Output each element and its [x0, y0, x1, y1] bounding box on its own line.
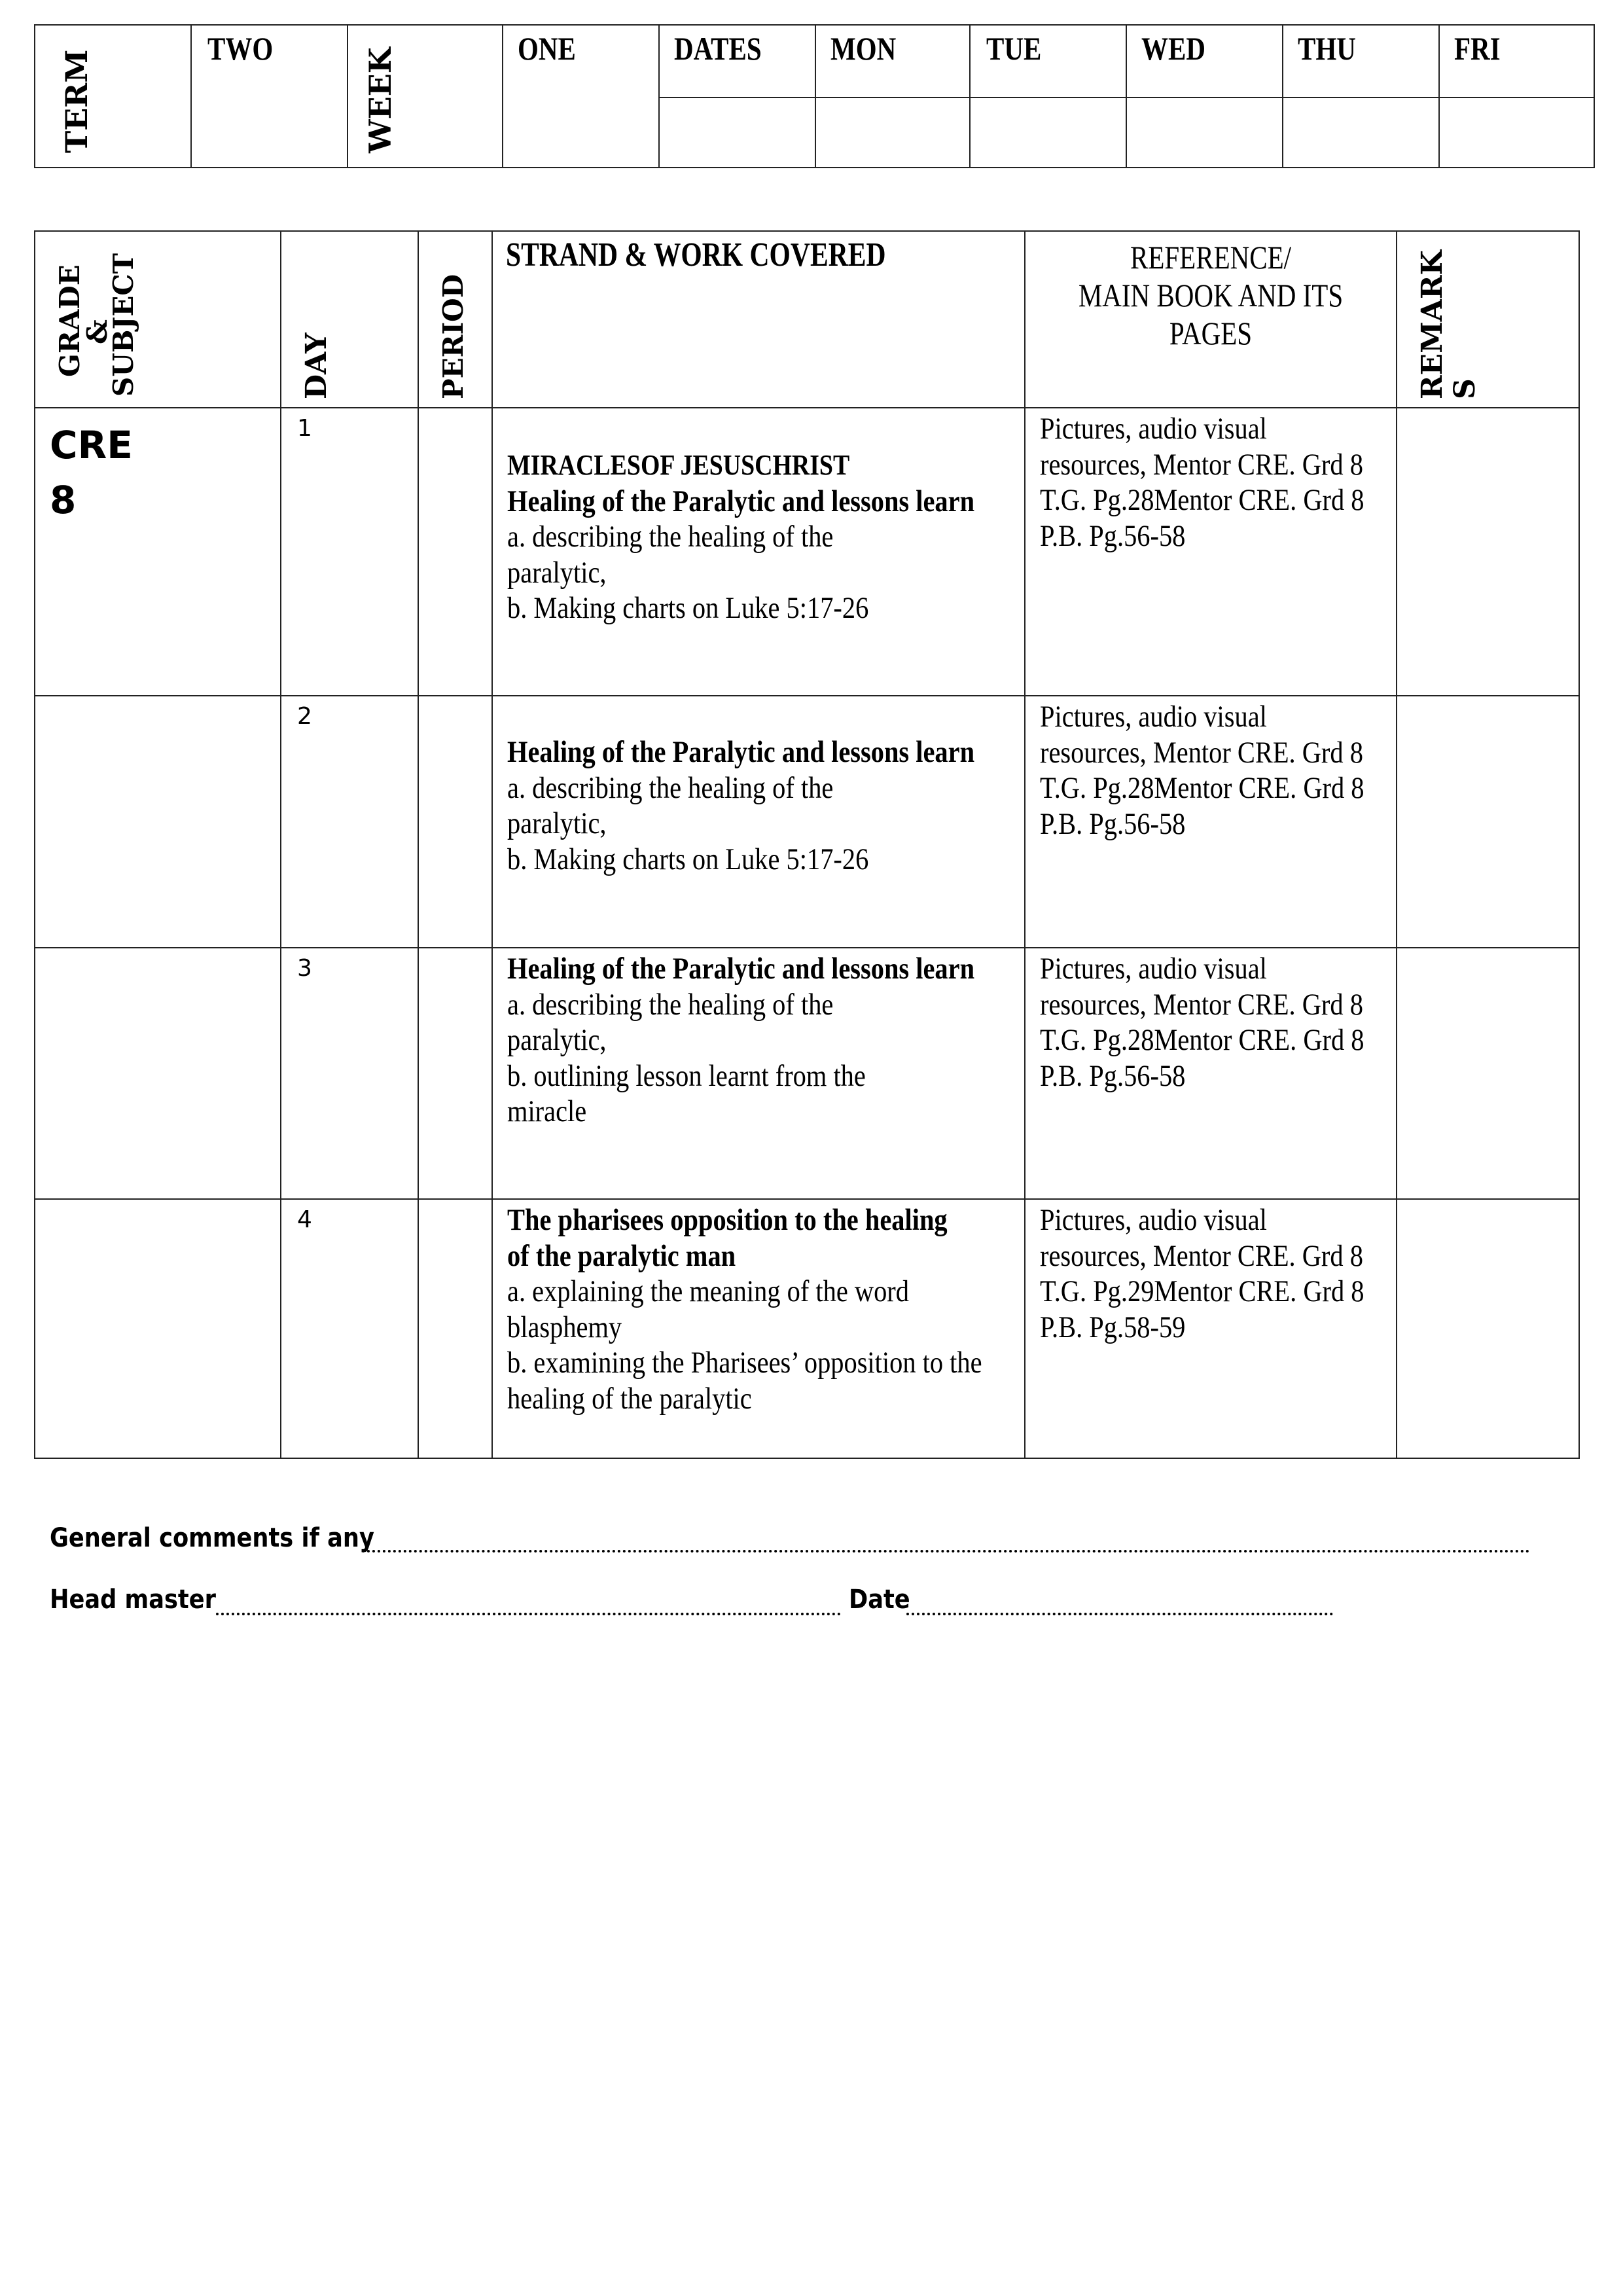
header-reference — [1024, 230, 1397, 408]
reference-text: Pictures, audio visual resources, Mentor CRE. Grd 8 T.G. Pg.28Mentor CRE. Grd 8 P.B. Pg.56-58 — [1040, 412, 1364, 553]
grade-subject-cell — [34, 695, 281, 948]
remarks-cell[interactable] — [1396, 407, 1580, 696]
day-cell — [280, 695, 419, 948]
week-value: ONE — [518, 30, 576, 67]
reference-cell — [1024, 695, 1397, 948]
day-header-fri — [1438, 24, 1595, 98]
objective-b: b. Making charts on Luke 5:17-26 — [507, 842, 869, 876]
day-header-mon — [815, 24, 971, 98]
remarks-cell[interactable] — [1396, 695, 1580, 948]
period-cell[interactable] — [418, 1198, 493, 1459]
week-value-cell — [502, 24, 660, 168]
strand-title: MIRACLESOF JESUSCHRIST — [507, 449, 850, 481]
date-label: Date — [849, 1585, 910, 1615]
day-number: 3 — [297, 955, 312, 982]
objective-b: b. examining the Pharisees’ opposition to the healing of the paralytic — [507, 1346, 982, 1416]
header-grade-subject — [34, 230, 281, 408]
header-strand-label: STRAND & WORK COVERED — [506, 236, 886, 274]
day-number: 2 — [297, 703, 312, 730]
reference-text: Pictures, audio visual resources, Mentor CRE. Grd 8 T.G. Pg.29Mentor CRE. Grd 8 P.B. Pg.58-59 — [1040, 1203, 1364, 1344]
term-value: TWO — [207, 30, 274, 67]
header-day — [280, 230, 419, 408]
reference-text: Pictures, audio visual resources, Mentor CRE. Grd 8 T.G. Pg.28Mentor CRE. Grd 8 P.B. Pg.56-58 — [1040, 952, 1364, 1093]
day-cell — [280, 1198, 419, 1459]
general-comments-label: General comments if any — [50, 1523, 374, 1553]
period-cell[interactable] — [418, 947, 493, 1200]
objective-b: b. Making charts on Luke 5:17-26 — [507, 591, 869, 625]
topic-title: Healing of the Paralytic and lessons learn — [507, 735, 975, 769]
topic-title: Healing of the Paralytic and lessons learn — [507, 484, 975, 518]
day-date-fri[interactable] — [1438, 97, 1595, 168]
day-date-tue[interactable] — [969, 97, 1127, 168]
topic-title: The pharisees opposition to the healing of the paralytic man — [507, 1203, 948, 1273]
header-ampersand-label: & — [81, 319, 113, 344]
header-subject-label: SUBJECT — [107, 253, 139, 397]
day-label: MON — [830, 30, 897, 67]
term-label-cell — [34, 24, 192, 168]
header-remarks-line1: REMARK — [1416, 250, 1449, 399]
grade-label: 8 — [50, 478, 77, 522]
header-reference-line1: REFERENCE/ — [1130, 239, 1292, 276]
header-day-label: DAY — [300, 332, 333, 399]
week-label: WEEK — [363, 47, 398, 153]
day-date-wed[interactable] — [1126, 97, 1283, 168]
term-value-cell — [190, 24, 348, 168]
day-header-tue — [969, 24, 1127, 98]
day-cell — [280, 947, 419, 1200]
reference-cell — [1024, 407, 1397, 696]
grade-subject-cell — [34, 1198, 281, 1459]
day-cell — [280, 407, 419, 696]
subject-label: CRE — [50, 423, 133, 467]
header-strand — [491, 230, 1026, 408]
header-reference-line2: MAIN BOOK AND ITS — [1078, 277, 1344, 314]
objective-b: b. outlining lesson learnt from the miracle — [507, 1058, 866, 1128]
reference-text: Pictures, audio visual resources, Mentor CRE. Grd 8 T.G. Pg.28Mentor CRE. Grd 8 P.B. Pg.56-58 — [1040, 700, 1364, 841]
header-remarks — [1396, 230, 1580, 408]
day-label: WED — [1141, 30, 1205, 67]
header-period — [418, 230, 493, 408]
strand-cell — [491, 1198, 1026, 1459]
header-reference-line3: PAGES — [1169, 315, 1253, 351]
day-label: FRI — [1454, 30, 1501, 67]
reference-cell — [1024, 947, 1397, 1200]
header-period-label: PERIOD — [437, 274, 469, 399]
strand-cell — [491, 947, 1026, 1200]
day-date-thu[interactable] — [1282, 97, 1440, 168]
grade-subject-cell — [34, 947, 281, 1200]
period-cell[interactable] — [418, 695, 493, 948]
day-header-thu — [1282, 24, 1440, 98]
objective-a: a. describing the healing of the paralytic, — [507, 987, 834, 1057]
grade-subject-cell — [34, 407, 281, 696]
reference-cell — [1024, 1198, 1397, 1459]
remarks-cell[interactable] — [1396, 947, 1580, 1200]
objective-a: a. describing the healing of the paralytic, — [507, 520, 834, 590]
day-number: 1 — [297, 415, 312, 442]
strand-cell — [491, 407, 1026, 696]
objective-a: a. describing the healing of the paralytic, — [507, 770, 834, 840]
day-label: THU — [1298, 30, 1356, 67]
dates-value-cell[interactable] — [658, 97, 816, 168]
day-date-mon[interactable] — [815, 97, 971, 168]
dates-label-cell — [658, 24, 816, 98]
term-label: TERM — [59, 49, 94, 153]
topic-title: Healing of the Paralytic and lessons learn — [507, 952, 975, 986]
day-header-wed — [1126, 24, 1283, 98]
day-label: TUE — [986, 30, 1042, 67]
remarks-cell[interactable] — [1396, 1198, 1580, 1459]
dates-label: DATES — [674, 30, 762, 67]
general-comments-field[interactable] — [362, 1550, 1530, 1552]
period-cell[interactable] — [418, 407, 493, 696]
week-label-cell — [347, 24, 503, 168]
header-grade-label: GRADE — [54, 264, 86, 377]
date-field[interactable] — [906, 1613, 1333, 1615]
strand-cell — [491, 695, 1026, 948]
headmaster-field[interactable] — [216, 1613, 841, 1615]
objective-a: a. explaining the meaning of the word blasphemy — [507, 1274, 909, 1344]
header-remarks-line2: S — [1448, 378, 1482, 399]
day-number: 4 — [297, 1206, 312, 1233]
headmaster-label: Head master — [50, 1585, 216, 1615]
